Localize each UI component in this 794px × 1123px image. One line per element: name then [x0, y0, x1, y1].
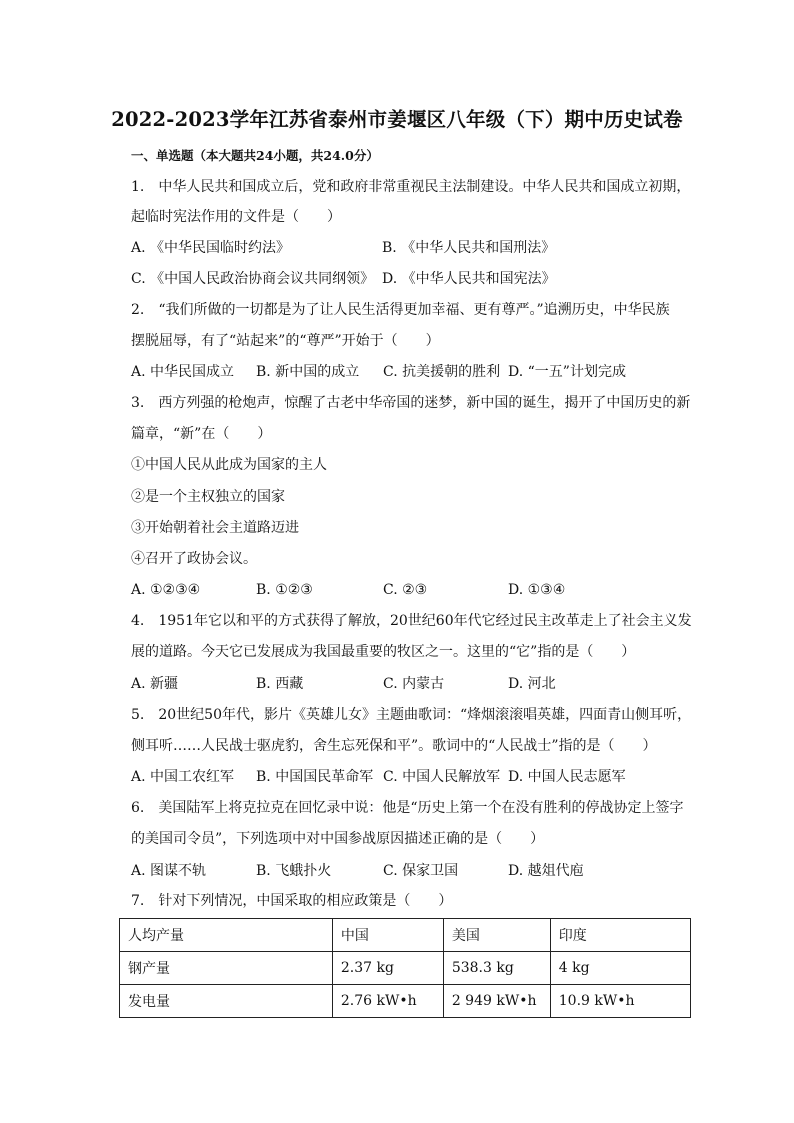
table-row	[120, 985, 691, 1018]
table-header-row	[120, 919, 691, 952]
question-3-option-b: B. ①②③	[256, 582, 313, 598]
question-3-stem-line-1: 3. 西方列强的枪炮声，惊醒了古老中华帝国的迷梦，新中国的诞生，揭开了中国历史的新	[131, 395, 691, 411]
section-heading: 一、单选题（本大题共24小题，共24.0分）	[131, 148, 379, 163]
question-4-option-d: D. 河北	[508, 676, 556, 692]
question-4-option-c: C. 内蒙古	[383, 676, 445, 692]
table-cell: 4 kg	[550, 952, 690, 985]
table-header-cell: 人均产量	[120, 919, 333, 952]
question-5-option-b: B. 中国国民革命军	[256, 769, 374, 785]
table-header-cell: 美国	[443, 919, 550, 952]
question-6-stem-line-1: 6. 美国陆军上将克拉克在回忆录中说：他是“历史上第一个在没有胜利的停战协定上签字	[131, 800, 684, 816]
question-3-option-a: A. ①②③④	[131, 582, 201, 598]
table-cell: 538.3 kg	[443, 952, 550, 985]
question-6-option-a: A. 图谋不轨	[131, 863, 207, 879]
question-3-statement-3: ③开始朝着社会主道路迈进	[131, 520, 299, 536]
question-5-stem-line-2: 侧耳听……人民战士驱虎豹，舍生忘死保和平”。歌词中的“人民战士”指的是（ ）	[131, 738, 657, 754]
table-header-cell: 印度	[550, 919, 690, 952]
question-2-stem-line-1: 2. “我们所做的一切都是为了让人民生活得更加幸福、更有尊严。”追溯历史，中华民族	[131, 302, 670, 318]
question-6-option-b: B. 飞蛾扑火	[256, 863, 332, 879]
question-1-option-d: D. 《中华人民共和国宪法》	[382, 271, 556, 287]
question-3-option-d: D. ①③④	[508, 582, 566, 598]
table-row	[120, 952, 691, 985]
table-cell: 钢产量	[120, 952, 333, 985]
exam-title: 2022-2023学年江苏省泰州市姜堰区八年级（下）期中历史试卷	[111, 108, 683, 131]
question-5-option-c: C. 中国人民解放军	[383, 769, 501, 785]
table-cell: 10.9 kW•h	[550, 985, 690, 1018]
question-1-option-b: B. 《中华人民共和国刑法》	[382, 240, 556, 256]
question-4-stem-line-1: 4. 1951年它以和平的方式获得了解放，20世纪60年代它经过民主改革走上了社会主义发	[131, 613, 692, 629]
question-1-option-c: C. 《中国人民政治协商会议共同纲领》	[131, 271, 375, 287]
question-1-stem-line-2: 起临时宪法作用的文件是（ ）	[131, 209, 341, 225]
question-4-option-b: B. 西藏	[256, 676, 304, 692]
question-2-option-c: C. 抗美援朝的胜利	[383, 364, 501, 380]
question-3-statement-2: ②是一个主权独立的国家	[131, 489, 285, 505]
production-table	[119, 918, 691, 1018]
question-1-option-a: A. 《中华民国临时约法》	[131, 240, 291, 256]
question-5-option-a: A. 中国工农红军	[131, 769, 235, 785]
table-cell: 2.37 kg	[332, 952, 443, 985]
question-3-stem-line-2: 篇章，“新”在（ ）	[131, 426, 272, 442]
question-5-stem-line-1: 5. 20世纪50年代，影片《英雄儿女》主题曲歌词：“烽烟滚滚唱英雄，四面青山侧耳听，	[131, 707, 692, 723]
table-cell: 2 949 kW•h	[443, 985, 550, 1018]
question-5-option-d: D. 中国人民志愿军	[508, 769, 626, 785]
question-4-stem-line-2: 展的道路。今天它已发展成为我国最重要的牧区之一。这里的“它”指的是（ ）	[131, 644, 636, 660]
table-cell: 2.76 kW•h	[332, 985, 443, 1018]
question-2-option-d: D. “一五”计划完成	[508, 364, 626, 380]
question-1-stem-line-1: 1. 中华人民共和国成立后，党和政府非常重视民主法制建设。中华人民共和国成立初期，	[131, 179, 691, 195]
question-6-stem-line-2: 的美国司令员”，下列选项中对中国参战原因描述正确的是（ ）	[131, 831, 545, 847]
question-4-option-a: A. 新疆	[131, 676, 179, 692]
question-2-option-b: B. 新中国的成立	[256, 364, 360, 380]
table-cell: 发电量	[120, 985, 333, 1018]
question-6-option-d: D. 越俎代庖	[508, 863, 584, 879]
question-7-stem-line-1: 7. 针对下列情况，中国采取的相应政策是（ ）	[131, 893, 453, 909]
question-6-option-c: C. 保家卫国	[383, 863, 459, 879]
question-3-statement-1: ①中国人民从此成为国家的主人	[131, 457, 327, 473]
question-2-stem-line-2: 摆脱屈辱，有了“站起来”的“尊严”开始于（ ）	[131, 333, 440, 349]
question-2-option-a: A. 中华民国成立	[131, 364, 235, 380]
table-header-cell: 中国	[332, 919, 443, 952]
question-3-statement-4: ④召开了政协会议。	[131, 551, 257, 567]
question-3-option-c: C. ②③	[383, 582, 428, 598]
